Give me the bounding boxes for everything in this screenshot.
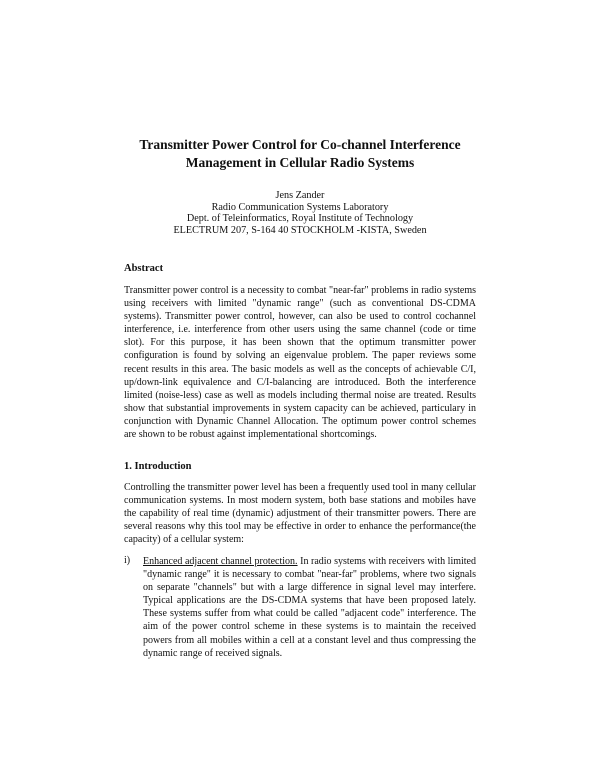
author-dept: Dept. of Teleinformatics, Royal Institute of Technology <box>186 213 414 225</box>
author-address: ELECTRUM 207, S-164 40 STOCKHOLM -KISTA, Sweden <box>173 224 427 236</box>
title-line-1: Transmitter Power Control for Co-channel Interference <box>139 137 461 152</box>
introduction-heading: 1. Introduction <box>124 461 192 472</box>
paper-title <box>0 136 600 172</box>
list-item-text: In radio systems with receivers with limited "dynamic range" it is necessary to combat "near-far" problems, where two signals on separate "channels" but with a large difference in signal level may interfere. Typical applications are the DS-CDMA systems that have been proposed lately. These systems suffer from what could be called "adjacent code" interference. The aim of the power control scheme in these systems is to maintain the received powers from all mobiles within a cell at a constant level and thus compressing the dynamic range of received signals. <box>143 556 476 659</box>
abstract-heading: Abstract <box>124 263 164 274</box>
list-item-lead: Enhanced adjacent channel protection. <box>143 556 298 567</box>
list-item-body <box>143 555 476 660</box>
author-block <box>0 190 600 236</box>
introduction-text: Controlling the transmitter power level has been a frequently used tool in many cellular communication systems. In most modern system, both base stations and mobiles have the capability of real time (dynamic) adjustment of their transmitter powers. There are several reasons why this tool may be effective in order to enhance the performance(the capacity) of a cellular system: <box>124 482 476 546</box>
list-marker: i) <box>124 555 131 566</box>
author-name: Jens Zander <box>275 190 325 201</box>
title-line-2: Management in Cellular Radio Systems <box>185 155 415 170</box>
abstract-text: Transmitter power control is a necessity to combat "near-far" problems in radio systems using receivers with limited "dynamic range" (such as conventional DS-CDMA systems). Transmitter power control, however, can also be used to control cochannel interference, i.e. interference from other users using the same channel (code or time slot). For this purpose, it has been shown that the optimum transmitter power configuration is found by solving an eigenvalue problem. The paper reviews some recent results in this area. The basic models as well as the concepts of achievable C/I, up/down-link equivalence and C/I-balancing are introduced. Both the interference limited (noise-less) case as well as models including thermal noise are treated. Results show that substantial improvements in system capacity can be achieved, particulary in conjunction with Dynamic Channel Allocation. The optimum power control schemes are shown to be robust against implementational shortcomings. <box>124 285 476 441</box>
author-lab: Radio Communication Systems Laboratory <box>211 201 389 213</box>
